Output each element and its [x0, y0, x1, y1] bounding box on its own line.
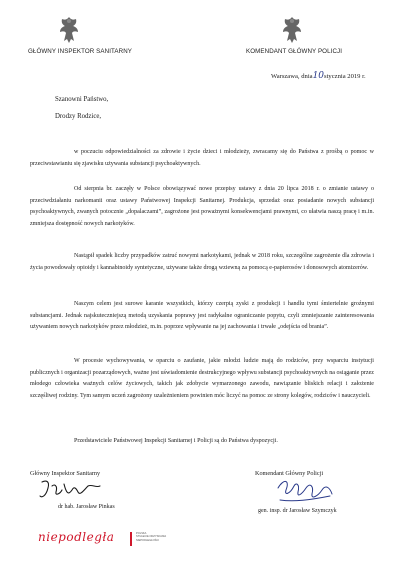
body-paragraph-2: Od sierpnia br. zaczęły w Polsce obowiązywać nowe przepisy ustawy z dnia 20 lipca 2018 r. o zmianie ustawy o przeciwdziałaniu narkomanii oraz ustawy Państwowej Inspekcji Sanitarnej. Produkcja, sprzedaż oraz posiadanie nowych substancji psychoaktywnych, zwanych potocznie „dopalaczami”, zagrożone jest poważnymi konsekwencjami prawnymi, co ułatwia naszą pracę i m.in. zmniejsza dostępność nowych narkotyków.: [30, 186, 374, 227]
right-signatory-name: gen. insp. dr Jarosław Szymczyk: [258, 508, 337, 514]
independence-logo: [38, 528, 114, 546]
logo-wordmark: niepodległa: [38, 530, 115, 544]
emblem-right-icon: [278, 14, 306, 46]
date-suffix: stycznia 2019 r.: [324, 73, 366, 80]
salutation-line-2: Drodzy Rodzice,: [55, 113, 102, 120]
emblem-left-icon: [55, 14, 83, 46]
salutation-line-1: Szanowni Państwo,: [55, 96, 109, 103]
right-institution-name: KOMENDANT GŁÓWNY POLICJI: [246, 48, 343, 55]
left-signatory-name: dr hab. Jarosław Pinkas: [58, 504, 115, 510]
logo-divider: [130, 532, 132, 546]
body-paragraph-1: w poczuciu odpowiedzialności za zdrowie i życie dzieci i młodzieży, zwracamy się do Państwa z prośbą o pomoc w przeciwstawianiu się zjawisku używania substancji psychoaktywnych.: [30, 149, 374, 167]
body-paragraph-5: W procesie wychowywania, w oparciu o zaufanie, jakie młodzi ludzie mają do rodziców, przy wsparciu instytucji publicznych i organizacji pozarządowych, ważne jest uświadomienie destrukcyjnego wpływu substancji psychoaktywnych na osiąganie przez młodego człowieka ważnych celów życiowych, takich jak zdobycie wymarzonego zawodu, nawiązanie bliskich relacji i założenie szczęśliwej rodziny. Tym samym uczeń zagrożony uzależnieniem powinien móc liczyć na pomoc ze strony kolegów, rodziców i nauczycieli.: [30, 358, 374, 399]
logo-subtitle-line-1: POLSKA: [136, 532, 147, 535]
logo-subtitle-line-2: STULECIE ODZYSKANIA: [136, 535, 167, 539]
left-institution-name: GŁÓWNY INSPEKTOR SANITARNY: [28, 48, 133, 55]
date-day: 10: [312, 71, 325, 81]
logo-subtitle: [136, 532, 166, 542]
right-signatory-title: Komendant Główny Policji: [255, 470, 324, 477]
body-paragraph-6: Przedstawiciele Państwowej Inspekcji Sanitarnej i Policji są do Państwa dyspozycji.: [74, 438, 278, 444]
body-paragraph-4: Naszym celem jest surowe karanie wszystkich, którzy czerpią zyski z produkcji i handlu tymi śmiertelnie groźnymi substancjami. Jednak najskuteczniejszą metodą uzyskania poprawy jest radykalne ograniczanie popytu, czyli zmniejszanie zainteresowania używaniem nowych narkotyków przez młodzież, m.in. poprzez wpływanie na jej zachowania i trwałe „odejścia od brania”.: [30, 301, 374, 331]
letter-date: [271, 71, 366, 81]
left-signatory-title: Główny Inspektor Sanitarny: [30, 470, 101, 477]
logo-subtitle-line-3: NIEPODLEGŁOŚCI: [136, 538, 159, 542]
body-paragraph-3: Nastąpił spadek liczby przypadków zatruć nowymi narkotykami, jednak w 2018 roku, szczególne zagrożenie dla zdrowia i życia powodowały opioidy i kannabinoidy syntetyczne, używane także drogą wziewną za pomocą e-papierosów i donosowych atomizerów.: [30, 253, 374, 271]
date-prefix: Warszawa, dnia: [271, 73, 313, 80]
